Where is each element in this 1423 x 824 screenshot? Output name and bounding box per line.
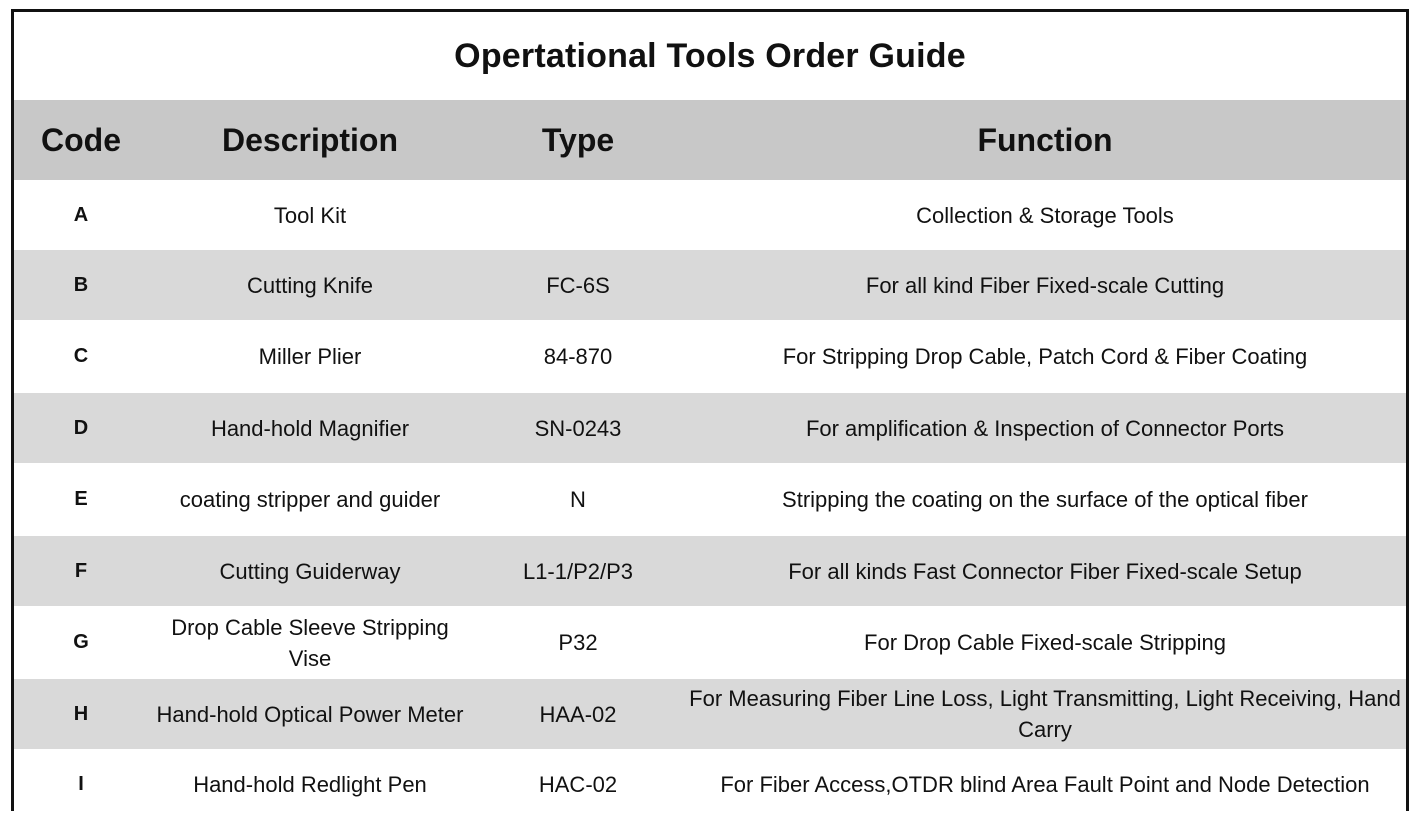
cell-code: I	[78, 772, 84, 795]
cell-description: Cutting Knife	[247, 272, 373, 298]
cell-type: N	[570, 487, 586, 512]
table-header	[14, 100, 1406, 180]
cell-function: For amplification & Inspection of Connector Ports	[805, 415, 1285, 441]
order-guide-table	[14, 100, 1406, 819]
cell-type: HAA-02	[539, 701, 617, 727]
cell-description: Miller Plier	[258, 344, 362, 369]
cell-type: HAC-02	[538, 771, 618, 797]
cell-function: For Stripping Drop Cable, Patch Cord & Fiber Coating	[782, 344, 1308, 369]
cell-function: Collection & Storage Tools	[916, 202, 1174, 228]
cell-code: G	[73, 631, 89, 653]
cell-description: Hand-hold Magnifier	[210, 415, 410, 441]
table-row	[14, 463, 1406, 536]
table-row	[14, 180, 1406, 250]
table-row	[14, 393, 1406, 463]
order-guide-frame	[11, 9, 1409, 811]
cell-function: For Drop Cable Fixed-scale Stripping	[864, 630, 1226, 655]
table-row	[14, 606, 1406, 679]
cell-function: For all kind Fiber Fixed-scale Cutting	[865, 272, 1225, 298]
table-body	[14, 180, 1406, 819]
cell-code: B	[73, 273, 89, 296]
cell-description: Hand-hold Redlight Pen	[193, 771, 427, 797]
header-function: Function	[977, 121, 1113, 158]
cell-function: For Measuring Fiber Line Loss, Light Transmitting, Light Receiving, Hand Carry	[689, 686, 1401, 742]
cell-code: H	[73, 702, 89, 725]
cell-description: Drop Cable Sleeve Stripping Vise	[171, 614, 449, 671]
table-row	[14, 536, 1406, 606]
table-row	[14, 250, 1406, 320]
table-row	[14, 679, 1406, 749]
cell-function: For all kinds Fast Connector Fiber Fixed-scale Setup	[788, 558, 1302, 584]
header-row	[14, 100, 1406, 180]
cell-description: Hand-hold Optical Power Meter	[156, 701, 464, 727]
cell-description: Cutting Guiderway	[219, 558, 401, 584]
cell-type: SN-0243	[534, 415, 622, 441]
table-row	[14, 320, 1406, 393]
cell-code: F	[74, 559, 88, 582]
cell-code: D	[73, 416, 89, 439]
header-type: Type	[541, 121, 615, 158]
cell-type	[472, 180, 684, 250]
cell-function: For Fiber Access,OTDR blind Area Fault Point and Node Detection	[720, 771, 1370, 797]
header-description: Description	[221, 121, 399, 158]
table-title: Opertational Tools Order Guide	[454, 36, 966, 75]
cell-code: C	[73, 345, 89, 367]
cell-code: A	[73, 203, 89, 226]
cell-description: Tool Kit	[273, 202, 347, 228]
cell-type: L1-1/P2/P3	[522, 558, 634, 584]
cell-function: Stripping the coating on the surface of the optical fiber	[782, 487, 1308, 512]
cell-type: FC-6S	[546, 272, 610, 298]
cell-type: 84-870	[543, 344, 613, 369]
cell-type: P32	[558, 630, 598, 655]
cell-description: coating stripper and guider	[179, 487, 441, 512]
cell-code: E	[74, 488, 88, 510]
table-row	[14, 749, 1406, 819]
header-code: Code	[41, 121, 121, 158]
